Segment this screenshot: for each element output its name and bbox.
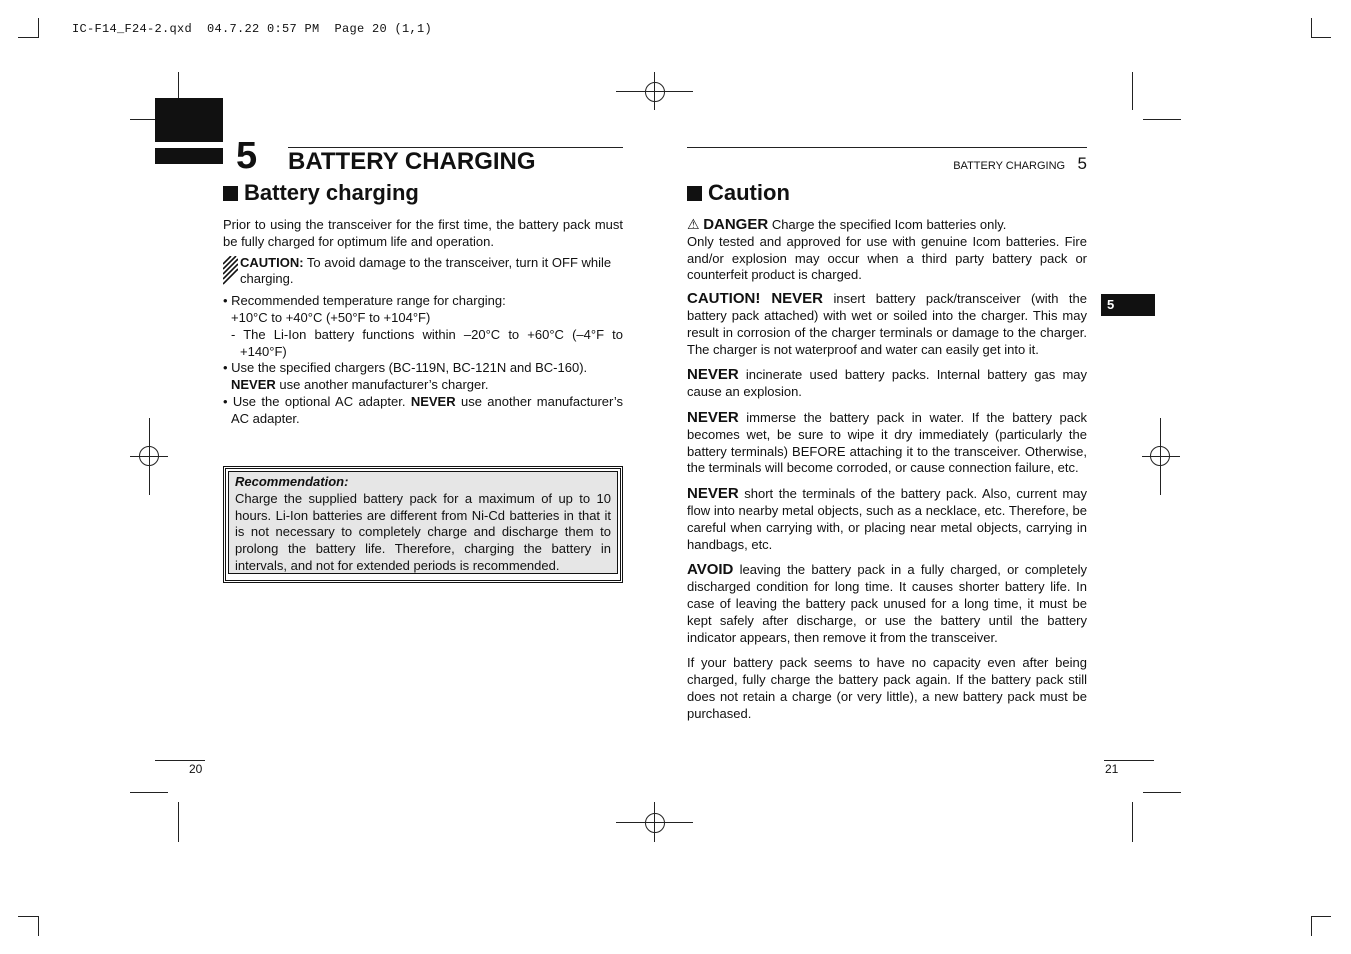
bullet-temperature: • Recommended temperature range for charging:	[223, 293, 506, 309]
file-slug: IC-F14_F24-2.qxd 04.7.22 0:57 PM Page 20 (1,1)	[72, 22, 433, 36]
danger-text: Only tested and approved for use with genuine Icom batteries. Fire and/or explosion may occur when a third party battery pack or counterfeit product is charged.	[687, 233, 1087, 283]
caution-hatch-icon	[223, 256, 238, 286]
bullet-temperature-range: +10°C to +40°C (+50°F to +104°F)	[231, 309, 431, 325]
bullet-ac-rest: use another manufacturer’s AC adapter.	[231, 393, 623, 426]
right-column	[687, 216, 1087, 723]
never-label: NEVER	[687, 485, 739, 503]
incinerate-paragraph	[687, 367, 1087, 401]
danger-paragraph	[687, 216, 1087, 284]
caution-text: To avoid damage to the transceiver, turn it OFF while charging.	[240, 254, 612, 287]
danger-label: DANGER	[703, 216, 769, 233]
immerse-text: immerse the battery pack in water. If the battery pack becomes wet, be sure to wipe it dry immediately (particularly the battery terminals) BEFORE attaching it to the transceiver. Otherwise, the terminals will become corroded, or cause connection failure, etc.	[687, 409, 1087, 476]
never-label: NEVER	[231, 377, 276, 393]
section-title-caution: Caution	[708, 180, 790, 205]
avoid-text: leaving the battery pack in a fully charged, or completely discharged condition for long time. It causes shorter battery life. In case of leaving the battery pack unused for a long time, it must be kept safely after discharge, or use the battery until the battery indicator appears, then remove it from the transceiver.	[687, 562, 1087, 645]
running-header-text: BATTERY CHARGING	[953, 160, 1066, 172]
bullet-chargers-text: • Use the specified chargers (BC-119N, BC-121N and BC-160).	[223, 360, 588, 376]
incinerate-text: incinerate used battery packs. Internal battery gas may cause an explosion.	[687, 367, 1087, 400]
short-paragraph	[687, 486, 1087, 553]
side-chapter-tab	[1101, 294, 1155, 316]
square-bullet-icon	[687, 186, 702, 201]
square-bullet-icon	[223, 186, 238, 201]
side-tab-number: 5	[1107, 297, 1115, 312]
danger-first-line: Charge the specified Icom batteries only.	[768, 217, 1007, 232]
left-column	[223, 217, 623, 428]
chapter-tab-bar	[155, 148, 223, 164]
running-header	[890, 154, 1087, 174]
chapter-tab-block	[155, 98, 223, 142]
never-label: NEVER	[687, 408, 739, 426]
section-heading-left	[223, 180, 419, 206]
bullet-chargers-rest: use another manufacturer’s charger.	[275, 377, 489, 393]
recommendation-label: Recommendation:	[235, 474, 349, 489]
caution-label: CAUTION:	[240, 254, 304, 270]
page-number-right: 21	[1105, 762, 1119, 776]
chapter-number: 5	[236, 135, 258, 177]
running-header-number: 5	[1077, 154, 1087, 173]
never-label: NEVER	[410, 393, 456, 409]
header-rule-right	[687, 147, 1087, 148]
warning-triangle-icon: ⚠	[687, 216, 700, 232]
page-number-rule-right	[1104, 760, 1154, 761]
bullet-list	[223, 293, 623, 427]
bullet-ac-text: • Use the optional AC adapter.	[223, 393, 411, 409]
avoid-label: AVOID	[687, 561, 734, 579]
immerse-paragraph	[687, 410, 1087, 477]
bullet-ac-adapter	[223, 394, 623, 428]
capacity-paragraph: If your battery pack seems to have no capacity even after being charged, fully charge the battery pack again. If the battery pack still does not retain a charge (or very little), a new battery pack must be purchased.	[687, 655, 1087, 721]
page-number-rule-left	[155, 760, 205, 761]
intro-paragraph: Prior to using the transceiver for the first time, the battery pack must be fully charged for optimum life and operation.	[223, 217, 623, 249]
caution-never-text: insert battery pack/transceiver (with the battery pack attached) with wet or soiled into the charger. This may result in corrosion of the charger terminals or damage to the charger. The charger is not waterproof and water can easily get into it.	[687, 291, 1087, 357]
section-heading-right	[687, 180, 790, 206]
never-label: NEVER	[687, 366, 739, 384]
short-text: short the terminals of the battery pack. Also, current may flow into nearby metal objects, such as a necklace, etc. Therefore, be careful when carrying with, or placing near metal objects, carrying in handbags, etc.	[687, 486, 1087, 552]
recommendation-text: Charge the supplied battery pack for a maximum of up to 10 hours. Li-Ion batteries are different from Ni-Cd batteries in that it is not necessary to completely charge and discharge them to prolong the battery life. Therefore, charging the battery in intervals, and not for extended periods is recommended.	[235, 490, 611, 573]
caution-never-paragraph	[687, 291, 1087, 358]
caution-note	[223, 255, 623, 289]
section-title: Battery charging	[244, 180, 419, 205]
avoid-paragraph	[687, 562, 1087, 646]
bullet-liion-range: - The Li-Ion battery functions within –20°C to +60°C (–4°F to +140°F)	[231, 326, 623, 359]
page-number-left: 20	[189, 762, 203, 776]
recommendation-box	[223, 466, 623, 583]
caution-never-label: CAUTION! NEVER	[687, 290, 824, 308]
chapter-title: BATTERY CHARGING	[288, 148, 536, 175]
bullet-chargers	[223, 360, 623, 394]
